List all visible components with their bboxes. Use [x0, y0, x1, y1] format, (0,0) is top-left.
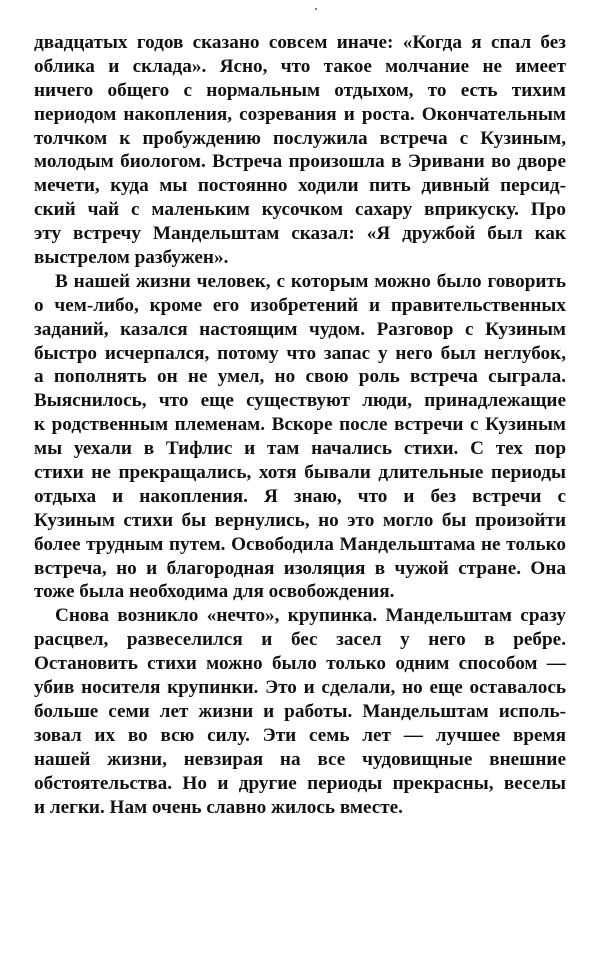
body-text	[34, 31, 566, 819]
text-line: о чем-либо, кроме его изобретений и правительственных	[34, 294, 566, 316]
text-line: ский чай с маленьким кусочком сахару вприкуску. Про	[34, 199, 566, 221]
text-line: периодом накопления, созревания и роста. Окончательным	[34, 103, 566, 125]
text-line: молодым биологом. Встреча произошла в Эривани во дворе	[34, 151, 566, 173]
text-line: толчком к пробуждению послужила встреча с Кузиным,	[34, 127, 566, 149]
text-line: более трудным путем. Освободила Мандельштама не только	[34, 533, 566, 555]
text-line: зовал их во всю силу. Эти семь лет — лучшее время	[34, 724, 566, 746]
text-line: встреча, но и благородная изоляция в чужой стране. Она	[34, 557, 566, 579]
text-line: эту встречу Мандельштам сказал: «Я дружбой был как	[34, 223, 566, 245]
text-line: Кузиным стихи бы вернулись, но это могло бы произойти	[34, 509, 566, 531]
text-line: убив носителя крупинки. Это и сделали, но еще оставалось	[34, 677, 566, 699]
text-line: выстрелом разбужен».	[34, 247, 229, 269]
text-line: заданий, казался настоящим чудом. Разговор с Кузиным	[34, 318, 566, 340]
text-line: мы уехали в Тифлис и там начались стихи. С тех пор	[34, 438, 566, 460]
text-line: мечети, куда мы постоянно ходили пить дивный персид-	[34, 175, 566, 197]
text-line: стихи не прекращались, хотя бывали длительные периоды	[34, 462, 566, 484]
text-line: В нашей жизни человек, с которым можно было говорить	[55, 270, 566, 292]
text-line: Выяснилось, что еще существуют люди, принадлежащие	[34, 390, 566, 412]
text-line: обстоятельства. Но и другие периоды прекрасны, веселы	[34, 772, 566, 794]
text-line: быстро исчерпался, потому что запас у него был неглубок,	[34, 342, 566, 364]
text-line: больше семи лет жизни и работы. Мандельштам исполь-	[34, 700, 566, 722]
text-line: двадцатых годов сказано совсем иначе: «Когда я спал без	[34, 32, 566, 53]
text-line: облика и склада». Ясно, что такое молчание не имеет	[34, 55, 566, 77]
paragraph	[34, 604, 566, 819]
text-line: отдыха и накопления. Я знаю, что и без встречи с	[34, 485, 566, 507]
stray-ink-mark	[315, 8, 317, 10]
text-line: тоже была необходима для освобождения.	[34, 581, 395, 603]
text-line: нашей жизни, невзирая на все чудовищные внешние	[34, 748, 566, 770]
paragraph	[34, 31, 566, 270]
text-line: Снова возникло «нечто», крупинка. Мандельштам сразу	[55, 605, 566, 627]
text-line: расцвел, развеселился и бес засел у него в ребре.	[34, 629, 566, 651]
text-line: ничего общего с нормальным отдыхом, то есть тихим	[34, 79, 566, 101]
text-line: а пополнять он не умел, но свою роль встреча сыграла.	[34, 366, 566, 388]
text-line: Остановить стихи можно было только одним способом —	[34, 653, 566, 675]
text-line: и легки. Нам очень славно жилось вместе.	[34, 796, 403, 818]
paragraph	[34, 270, 566, 604]
text-line: к родственным племенам. Вскоре после встречи с Кузиным	[34, 414, 566, 436]
